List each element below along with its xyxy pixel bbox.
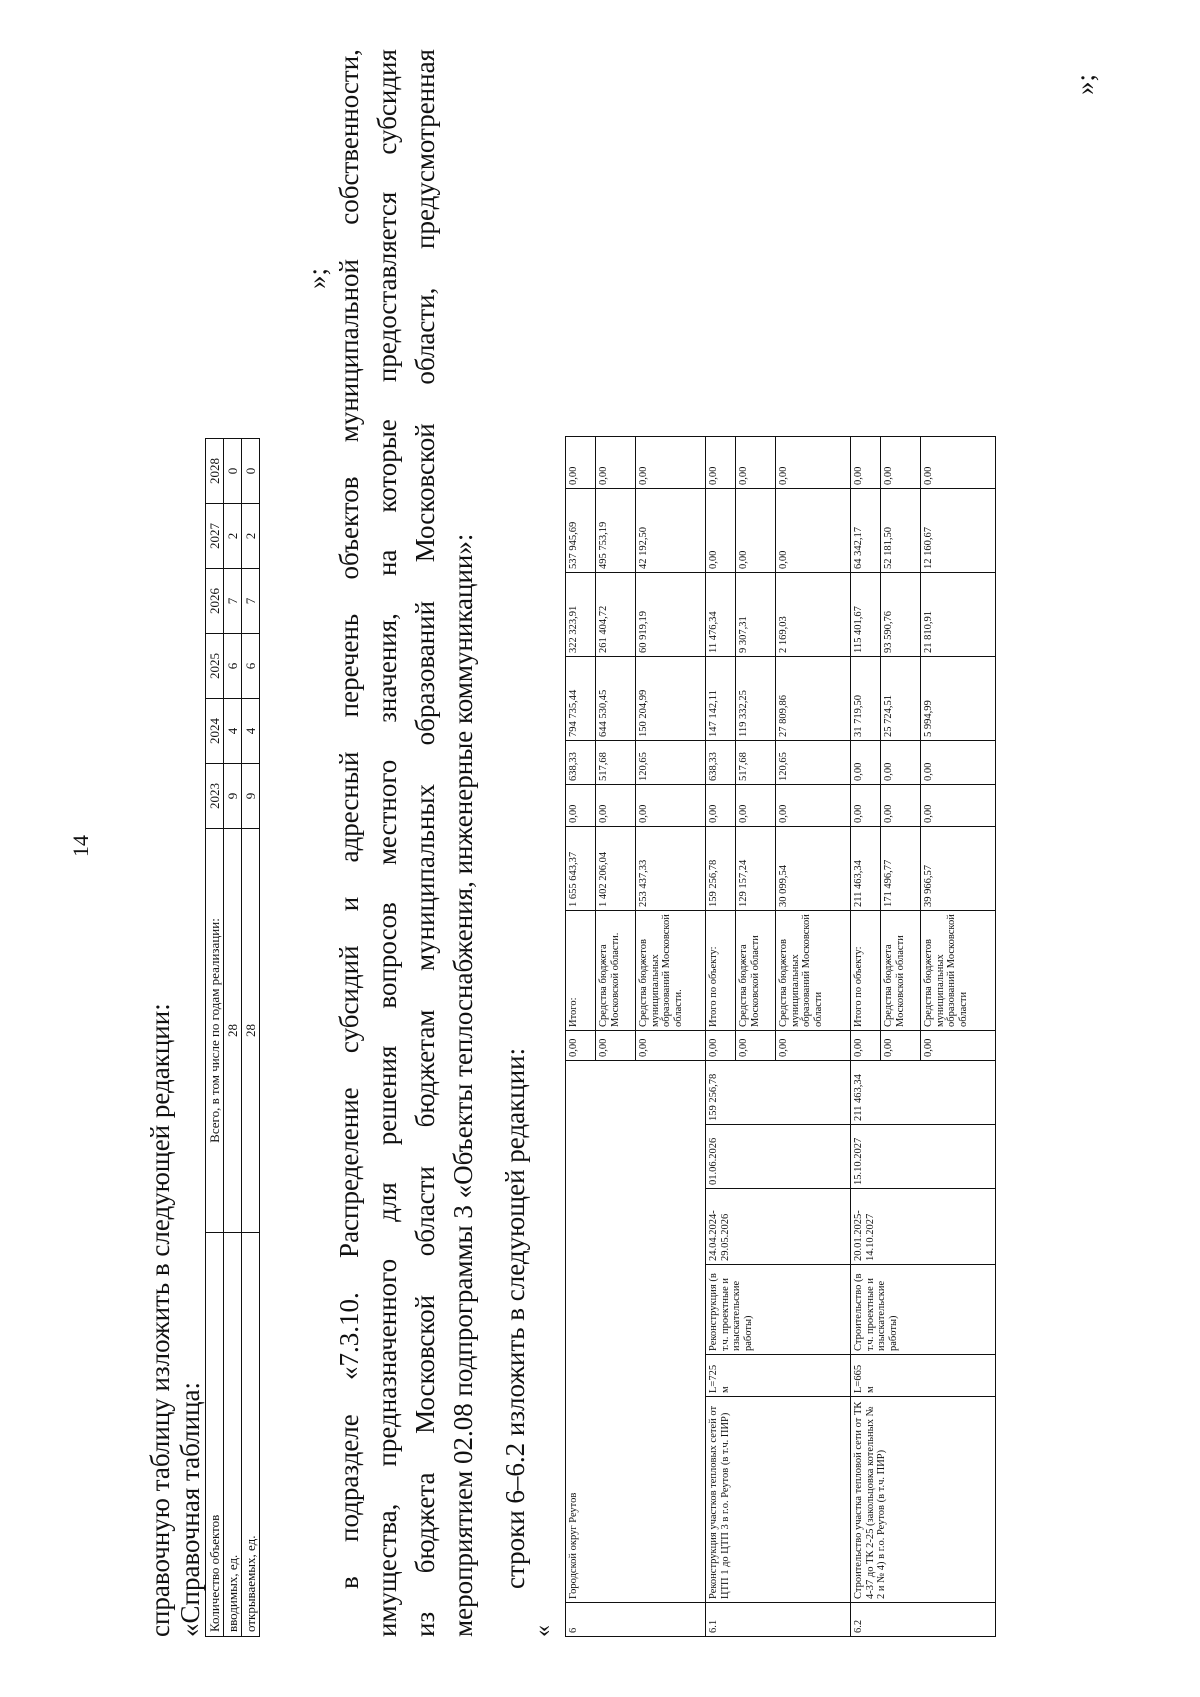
object-name: Реконструкция участков тепловых сетей от ЦТП 1 до ЦТП 3 в г.о. Реутов (в т.ч. ПИР) <box>706 1397 851 1603</box>
commission-date: 01.06.2026 <box>706 1125 851 1189</box>
cell: 0,00 <box>881 785 921 827</box>
word: местного <box>372 759 402 866</box>
cell: 120,65 <box>636 741 706 785</box>
cell: 115 401,67 <box>851 573 881 657</box>
word: которые <box>372 419 402 513</box>
row-number: 6 <box>566 1603 706 1637</box>
page-number: 14 <box>68 835 93 857</box>
cell: 0,00 <box>736 1031 776 1061</box>
cell: 0,00 <box>566 1031 596 1061</box>
work-type: Реконструкция (в т.ч. проектные и изыскательские работы) <box>706 1265 851 1355</box>
word: бюджета <box>410 1472 440 1574</box>
cell: 150 204,99 <box>636 657 706 741</box>
cell: 0,00 <box>736 437 776 489</box>
cell: 0,00 <box>881 437 921 489</box>
cell: 60 919,19 <box>636 573 706 657</box>
cell: 0,00 <box>851 437 881 489</box>
word: области, <box>410 287 440 385</box>
source-label: Итого по объекту: <box>851 911 881 1031</box>
word: перечень <box>334 613 364 718</box>
word: субсидий <box>334 945 364 1054</box>
source-label: Итого: <box>566 911 596 1031</box>
source-label: Средства бюджетов муниципальных образований Московской области. <box>636 911 706 1031</box>
word: имущества, <box>372 1503 402 1637</box>
intro-line: справочную таблицу изложить в следующей редакции: <box>145 1003 175 1637</box>
word: Московской <box>410 423 440 563</box>
ref-header-left: Количество объектов <box>206 1233 224 1637</box>
cell: 12 160,67 <box>921 489 996 573</box>
object-name: Строительство участка тепловой сети от ТК 4-37 до ТК 2-25 (закольцовка котельных № 2 и № 4) в г.о. Реутов (в т.ч. ПИР) <box>851 1397 996 1603</box>
cell: 0,00 <box>921 741 996 785</box>
source-label: Средства бюджета Московской области <box>881 911 921 1031</box>
table-row <box>566 437 596 1637</box>
word: вопросов <box>372 902 402 1009</box>
paragraph-line-2 <box>372 49 403 1637</box>
cell: 5 994,99 <box>921 657 996 741</box>
word: предоставляется <box>372 191 402 383</box>
ref-cell: 9 <box>242 764 260 829</box>
word: объектов <box>334 476 364 580</box>
cell: 0,00 <box>596 1031 636 1061</box>
cell: 0,00 <box>636 437 706 489</box>
word: адресный <box>334 751 364 863</box>
cell: 495 753,19 <box>596 489 636 573</box>
cell: 31 719,50 <box>851 657 881 741</box>
word: и <box>334 896 364 912</box>
ref-cell: 6 <box>224 634 242 699</box>
cell: 0,00 <box>881 1031 921 1061</box>
word: муниципальных <box>410 784 440 971</box>
cell: 21 810,91 <box>921 573 996 657</box>
cell: 0,00 <box>851 785 881 827</box>
cell: 517,68 <box>736 741 776 785</box>
row-number: 6.2 <box>851 1603 996 1637</box>
cell: 30 099,54 <box>776 827 851 911</box>
cell: 0,00 <box>706 785 736 827</box>
cell: 638,33 <box>706 741 736 785</box>
ref-row-total: 28 <box>224 829 242 1233</box>
word: в <box>334 1576 364 1589</box>
cell: 42 192,50 <box>636 489 706 573</box>
cell: 0,00 <box>596 437 636 489</box>
cell: 147 142,11 <box>706 657 736 741</box>
word: предназначенного <box>372 1258 402 1467</box>
capacity: L=725 м <box>706 1355 851 1397</box>
cell: 211 463,34 <box>851 827 881 911</box>
cell: 322 323,91 <box>566 573 596 657</box>
work-type: Строительство (в т.ч. проектные и изыскательские работы) <box>851 1265 996 1355</box>
cell: 0,00 <box>776 437 851 489</box>
ref-header-total: Всего, в том числе по годам реализации: <box>206 829 224 1233</box>
ref-table-closing: »; <box>302 267 332 289</box>
cell: 2 169,03 <box>776 573 851 657</box>
word: собственности, <box>334 49 364 225</box>
ref-cell: 0 <box>224 439 242 504</box>
work-period: 24.04.2024-29.05.2026 <box>706 1189 851 1265</box>
source-label: Средства бюджетов муниципальных образований Московской области <box>776 911 851 1031</box>
cell: 0,00 <box>636 785 706 827</box>
ref-cell: 6 <box>242 634 260 699</box>
ref-year: 2024 <box>206 699 224 764</box>
cell: 52 181,50 <box>881 489 921 573</box>
rows-instruction: строки 6–6.2 изложить в следующей редакции: <box>500 1047 530 1589</box>
cell: 0,00 <box>776 1031 851 1061</box>
cell: 0,00 <box>706 437 736 489</box>
cell: 0,00 <box>776 785 851 827</box>
cell: 0,00 <box>706 489 736 573</box>
cell: 253 437,33 <box>636 827 706 911</box>
cell: 638,33 <box>566 741 596 785</box>
paragraph-line-1 <box>334 49 365 1589</box>
table-row <box>706 437 736 1637</box>
word: предусмотренная <box>410 49 440 249</box>
paragraph-line-4: мероприятием 02.08 подпрограммы 3 «Объекты теплоснабжения, инженерные коммуникации»: <box>448 533 478 1637</box>
cell: 0,00 <box>921 1031 996 1061</box>
reference-table <box>205 438 260 1637</box>
ref-cell: 0 <box>242 439 260 504</box>
word: для <box>372 1182 402 1222</box>
cell: 171 496,77 <box>881 827 921 911</box>
cell: 0,00 <box>881 741 921 785</box>
word: бюджетам <box>410 1009 440 1128</box>
cell: 794 735,44 <box>566 657 596 741</box>
cell: 0,00 <box>636 1031 706 1061</box>
ref-year: 2027 <box>206 504 224 569</box>
word: муниципальной <box>334 259 364 443</box>
word: субсидия <box>372 49 402 155</box>
word: из <box>410 1611 440 1637</box>
cell: 0,00 <box>776 489 851 573</box>
cell: 27 809,86 <box>776 657 851 741</box>
work-period: 20.01.2025-14.10.2027 <box>851 1189 996 1265</box>
cell: 0,00 <box>566 785 596 827</box>
word: Московской <box>410 1294 440 1434</box>
cell: 517,68 <box>596 741 636 785</box>
ref-table-title: «Справочная таблица: <box>175 1381 205 1637</box>
word: значения, <box>372 613 402 723</box>
source-label: Средства бюджетов муниципальных образований Московской области <box>921 911 996 1031</box>
cell: 261 404,72 <box>596 573 636 657</box>
address-list-table <box>565 436 996 1637</box>
source-label: Средства бюджета Московской области. <box>596 911 636 1031</box>
cell: 0,00 <box>706 1031 736 1061</box>
ref-cell: 4 <box>242 699 260 764</box>
source-label: Итого по объекту: <box>706 911 736 1031</box>
cell: 0,00 <box>736 785 776 827</box>
cell: 0,00 <box>596 785 636 827</box>
ref-row-label: вводимых, ед. <box>224 1233 242 1637</box>
word: «7.3.10. <box>334 1292 364 1380</box>
cell: 537 945,69 <box>566 489 596 573</box>
cell: 129 157,24 <box>736 827 776 911</box>
cell: 11 476,34 <box>706 573 736 657</box>
table-row <box>851 437 881 1637</box>
word: подразделе <box>334 1414 364 1542</box>
cell: 0,00 <box>736 489 776 573</box>
open-quote: « <box>530 1625 556 1637</box>
table-row <box>242 439 260 1637</box>
word: образований <box>410 600 440 746</box>
word: решения <box>372 1045 402 1146</box>
cell: 0,00 <box>851 741 881 785</box>
cell: 0,00 <box>921 437 996 489</box>
cell: 64 342,17 <box>851 489 881 573</box>
word: Распределение <box>334 1087 364 1258</box>
close-quote: »; <box>1070 73 1100 95</box>
cell: 1 402 206,04 <box>596 827 636 911</box>
cell: 93 590,76 <box>881 573 921 657</box>
cell: 644 530,45 <box>596 657 636 741</box>
table-row <box>224 439 242 1637</box>
cell: 0,00 <box>851 1031 881 1061</box>
ref-cell: 2 <box>242 504 260 569</box>
source-label: Средства бюджета Московской области <box>736 911 776 1031</box>
row-number: 6.1 <box>706 1603 851 1637</box>
cell: 119 332,25 <box>736 657 776 741</box>
object-cost: 159 256,78 <box>706 1061 851 1125</box>
ref-year: 2028 <box>206 439 224 504</box>
object-cost: 211 463,34 <box>851 1061 996 1125</box>
cell: 9 307,31 <box>736 573 776 657</box>
ref-cell: 9 <box>224 764 242 829</box>
paragraph-line-3 <box>410 49 441 1637</box>
ref-row-label: открываемых, ед. <box>242 1233 260 1637</box>
ref-year: 2026 <box>206 569 224 634</box>
ref-cell: 7 <box>224 569 242 634</box>
cell: 39 966,57 <box>921 827 996 911</box>
ref-year: 2025 <box>206 634 224 699</box>
word: области <box>410 1166 440 1257</box>
cell: 1 655 643,37 <box>566 827 596 911</box>
word: на <box>372 549 402 577</box>
ref-row-total: 28 <box>242 829 260 1233</box>
ref-year: 2023 <box>206 764 224 829</box>
ref-cell: 7 <box>242 569 260 634</box>
ref-cell: 4 <box>224 699 242 764</box>
commission-date: 15.10.2027 <box>851 1125 996 1189</box>
cell: 120,65 <box>776 741 851 785</box>
capacity: L=665 м <box>851 1355 996 1397</box>
cell: 0,00 <box>921 785 996 827</box>
district-name: Городской округ Реутов <box>566 1061 706 1603</box>
ref-cell: 2 <box>224 504 242 569</box>
cell: 25 724,51 <box>881 657 921 741</box>
cell: 159 256,78 <box>706 827 736 911</box>
cell: 0,00 <box>566 437 596 489</box>
